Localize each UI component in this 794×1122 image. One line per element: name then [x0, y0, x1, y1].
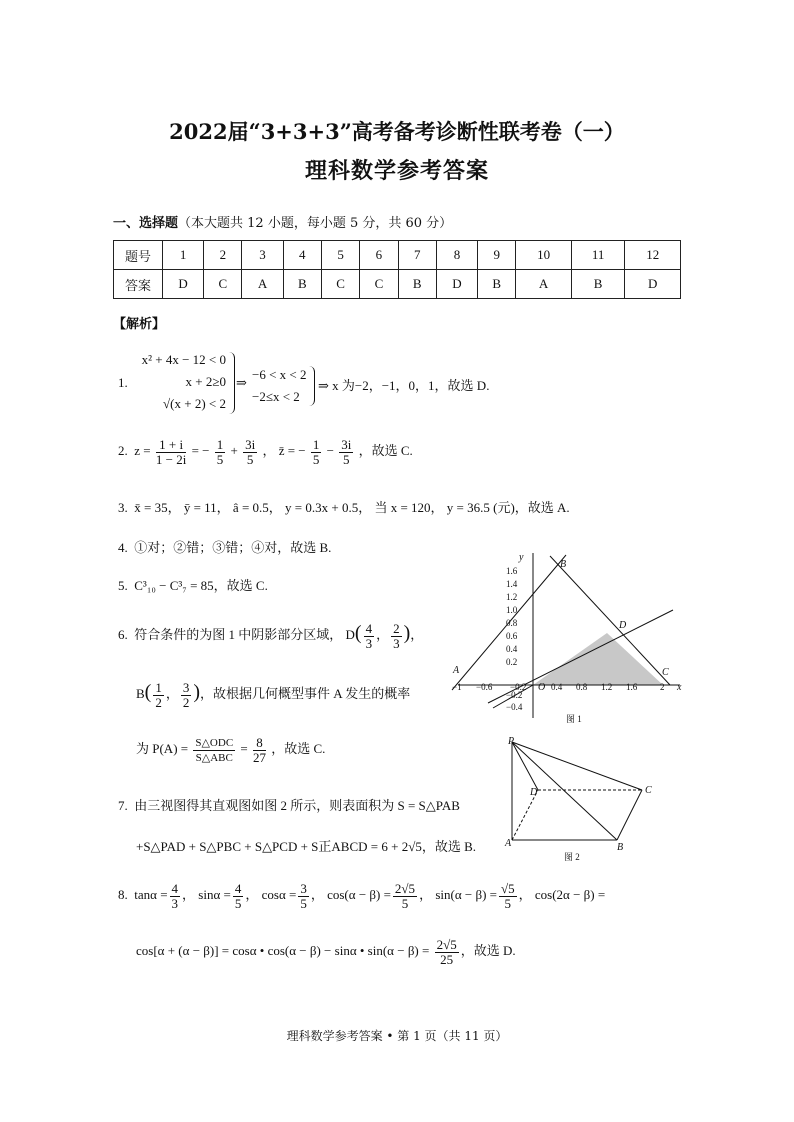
table-cell: C — [204, 270, 242, 299]
figure2-labels — [504, 736, 652, 853]
edge-pb — [512, 742, 617, 840]
q8-line-1 — [118, 878, 605, 912]
numerator: 2√5 — [394, 880, 416, 896]
point-label-b: B — [617, 842, 624, 853]
denominator: 5 — [216, 451, 224, 467]
fraction — [233, 882, 244, 911]
x-tick-labels — [452, 682, 665, 692]
numerator: 4 — [234, 880, 242, 896]
q6-line-2: B( $\frac{1}{2}$ ， $\frac{3}{2}$ )，故根据几何概型事件 A 发生的概率 — [136, 679, 411, 710]
q8-cos: ， cosα = — [245, 887, 297, 902]
fraction — [435, 938, 459, 967]
q1-ineq: −2≤x < 2 — [252, 389, 300, 404]
q1-number: 1. — [118, 375, 128, 390]
q8-expansion: cos[α + (α − β)] = cosα • cos(α − β) − sinα • sin(α − β) = — [136, 943, 430, 958]
x-tick-label: 1.6 — [626, 682, 638, 692]
section-heading — [113, 212, 452, 231]
numerator: 4 — [365, 620, 373, 636]
y-tick-label: 0.2 — [506, 657, 518, 667]
q8-cos2: ， cos(2α − β) = — [518, 887, 606, 902]
q6-num: 6. — [118, 627, 128, 642]
fraction — [393, 882, 417, 911]
q1-brace-2 — [308, 366, 315, 406]
q8-tan: tanα = — [134, 887, 168, 902]
answer-table — [113, 240, 681, 299]
q1-system-1 — [136, 349, 226, 415]
table-cell: 3 — [242, 241, 283, 270]
q5-text: C³₁₀ − C³₇ = 85，故选 C. — [134, 578, 268, 593]
table-cell: 12 — [625, 241, 681, 270]
numerator: 4 — [171, 880, 179, 896]
denominator: 25 — [440, 951, 454, 967]
numerator: 1 — [216, 436, 224, 452]
numerator: 3 — [182, 679, 190, 695]
row-label-number: 题号 — [114, 241, 163, 270]
fraction — [364, 622, 375, 651]
table-cell: A — [516, 270, 571, 299]
q6-line-1: 6. 符合条件的为图 1 中阴影部分区域， D( $\frac{4}{3}$ ， $\frac{2}{3}$ )， — [118, 620, 424, 651]
denominator: 5 — [234, 895, 242, 911]
q7-line-1 — [118, 795, 460, 814]
denominator: 5 — [312, 451, 320, 467]
numerator: 1 — [312, 436, 320, 452]
table-cell: 8 — [436, 241, 477, 270]
table-cell: D — [163, 270, 204, 299]
origin-label: O — [538, 682, 546, 693]
figure-2 — [502, 736, 672, 866]
x-tick-label: 0.8 — [576, 682, 588, 692]
fraction — [339, 438, 353, 467]
q6-text-2: ，故根据几何概型事件 A 发生的概率 — [200, 686, 411, 701]
table-row-numbers — [114, 241, 681, 270]
y-tick-label: 0.4 — [506, 644, 518, 654]
q5-num: 5. — [118, 578, 128, 593]
q5-line — [118, 575, 268, 594]
y-tick-label: 1.0 — [506, 605, 518, 615]
q8-line-2 — [136, 934, 516, 968]
x-axis-name: x — [677, 682, 682, 693]
table-cell: B — [478, 270, 516, 299]
point-label-b: B — [560, 559, 567, 570]
point-label-c: C — [645, 785, 652, 796]
q7-line-2: +S△PAD + S△PBC + S△PCD + S正ABCD = 6 + 2√5，故选 B. — [136, 839, 476, 854]
table-cell: C — [360, 270, 398, 299]
y-tick-label: 1.6 — [506, 566, 518, 576]
denominator: 5 — [401, 895, 409, 911]
figure1-caption: 图 1 — [566, 714, 582, 724]
page-footer: 理科数学参考答案 • 第 1 页（共 11 页） — [286, 1029, 508, 1043]
x-tick-label: −1 — [452, 682, 462, 692]
analysis-label: 【解析】 — [113, 317, 166, 332]
q7-num: 7. — [118, 798, 128, 813]
denominator: 3 — [393, 635, 400, 651]
q8-cosab: ， cos(α − β) = — [310, 887, 391, 902]
y-tick-label: 0.8 — [506, 618, 518, 628]
table-cell: 11 — [571, 241, 625, 270]
row-label-answer: 答案 — [114, 270, 163, 299]
y-axis-name: y — [519, 552, 524, 563]
table-cell: C — [321, 270, 359, 299]
q1-conclusion: ⇒ x 为−2，−1，0，1，故选 D. — [318, 378, 490, 393]
x-tick-label: −0.6 — [476, 682, 493, 692]
point-label-p: P — [508, 736, 515, 747]
q3-text: x̄ = 35， ȳ = 11， â = 0.5， y = 0.3x + 0.5， 当 x = 120， y = 36.5 (元)，故选 A. — [134, 500, 570, 515]
q1-ineq: x + 2≥0 — [185, 374, 226, 389]
numerator: 1 — [155, 679, 162, 695]
q7-text-1: 由三视图得其直观图如图 2 所示，则表面积为 S = S△PAB — [134, 798, 460, 813]
table-cell: 10 — [516, 241, 571, 270]
point-label-d: D — [530, 787, 538, 798]
q6-text: 符合条件的为图 1 中阴影部分区域， — [134, 627, 343, 642]
edge-pd — [512, 742, 538, 790]
table-cell: D — [625, 270, 681, 299]
table-cell: 5 — [321, 241, 359, 270]
q2-plus: + — [230, 443, 238, 458]
numerator: 2√5 — [436, 936, 457, 952]
section-note: （本大题共 12 小题，每小题 5 分，共 60 分） — [178, 216, 453, 231]
denominator: S△ABC — [195, 751, 233, 764]
numerator: 8 — [253, 736, 266, 751]
fraction — [298, 882, 309, 911]
table-cell: 6 — [360, 241, 398, 270]
numerator: 3 — [300, 880, 307, 896]
x-tick-label: −0.2 — [510, 682, 527, 692]
y-tick-label: 1.4 — [506, 579, 518, 589]
q1-ineq: x² + 4x − 12 < 0 — [141, 352, 226, 367]
numerator: √5 — [500, 880, 515, 896]
denominator: 3 — [171, 895, 179, 911]
q1-brace-1 — [228, 352, 235, 414]
point-label-d: D — [619, 620, 627, 631]
table-cell: 1 — [163, 241, 204, 270]
denominator: 2 — [182, 694, 190, 710]
fraction — [181, 681, 192, 710]
point-label-a: A — [505, 838, 512, 849]
fraction — [311, 438, 322, 467]
q6-end: ，故选 C. — [271, 741, 326, 756]
q4-line — [118, 537, 331, 556]
q6-b-label: B — [136, 686, 145, 701]
fraction — [193, 736, 235, 765]
q6-p-label: 为 P(A) = — [136, 741, 189, 756]
numerator: 2 — [393, 620, 400, 636]
q8-sin: ， sinα = — [182, 887, 231, 902]
fraction — [156, 438, 186, 467]
q2-num: 2. — [118, 443, 128, 458]
fraction — [499, 882, 517, 911]
q2-minus: − — [326, 443, 334, 458]
q8-num: 8. — [118, 887, 128, 902]
table-cell: B — [283, 270, 321, 299]
fraction — [153, 681, 164, 710]
edge-bc — [617, 790, 642, 840]
table-cell: 2 — [204, 241, 242, 270]
title-line-1: 2022届“3+3+3”高考备考诊断性联考卷（一） — [169, 119, 625, 144]
q1-arrow: ⇒ — [236, 375, 247, 390]
denominator: 5 — [343, 451, 350, 467]
fraction — [215, 438, 226, 467]
table-row-answers — [114, 270, 681, 299]
numerator: S△ODC — [195, 736, 234, 749]
q2-mid: = − — [191, 443, 210, 458]
q6-d-label: D — [345, 627, 355, 642]
q3-line — [118, 497, 570, 516]
figure2-caption: 图 2 — [564, 852, 580, 862]
q1-system-2 — [252, 364, 307, 408]
y-tick-label: 0.6 — [506, 631, 518, 641]
q4-num: 4. — [118, 540, 128, 555]
point-label-c: C — [662, 667, 669, 678]
y-tick-label: −0.4 — [506, 702, 523, 712]
q6-eq: = — [240, 741, 248, 756]
q3-num: 3. — [118, 500, 128, 515]
y-tick-label: −0.2 — [506, 690, 523, 700]
section-title: 一、选择题 — [113, 216, 179, 231]
shaded-region — [533, 633, 663, 685]
fraction — [170, 882, 181, 911]
table-cell: B — [398, 270, 436, 299]
denominator: 5 — [504, 895, 512, 911]
denominator: 5 — [300, 895, 307, 911]
edge-pc — [512, 742, 642, 790]
q4-text: ①对；②错；③错；④对，故选 B. — [134, 540, 332, 555]
x-tick-label: 2 — [660, 682, 665, 692]
table-cell: A — [242, 270, 283, 299]
y-tick-label: 1.2 — [506, 592, 518, 602]
point-label-a: A — [453, 665, 460, 676]
x-tick-label: 1.2 — [601, 682, 613, 692]
figure-1 — [448, 548, 688, 728]
denominator: 2 — [155, 694, 162, 710]
numerator: 3i — [341, 436, 352, 452]
q2-z: z = — [134, 443, 151, 458]
denominator: 3 — [365, 635, 373, 651]
x-tick-label: 0.4 — [551, 682, 563, 692]
numerator: 1 + i — [156, 438, 186, 453]
q1-ineq: −6 < x < 2 — [252, 367, 307, 382]
q8-end: ，故选 D. — [460, 943, 516, 958]
fraction — [391, 622, 402, 651]
table-cell: B — [571, 270, 625, 299]
table-cell: 9 — [478, 241, 516, 270]
fraction — [253, 736, 266, 765]
q6-line-3 — [136, 732, 325, 766]
denominator: 27 — [253, 749, 267, 765]
q8-sinab: ， sin(α − β) = — [419, 887, 497, 902]
numerator: 3i — [245, 436, 256, 452]
table-cell: D — [436, 270, 477, 299]
denominator: 1 − 2i — [155, 451, 187, 467]
denominator: 5 — [246, 451, 254, 467]
q6-comma: ， — [165, 686, 179, 701]
q2-end: ，故选 C. — [358, 443, 413, 458]
q6-comma: ， — [376, 627, 390, 642]
q2-zbar: ， z̄ = − — [262, 443, 306, 458]
fraction — [243, 438, 257, 467]
title-line-2: 理科数学参考答案 — [304, 158, 489, 184]
table-cell: 4 — [283, 241, 321, 270]
q2-line — [118, 436, 413, 467]
table-cell: 7 — [398, 241, 436, 270]
q1-ineq: √(x + 2) < 2 — [163, 396, 226, 411]
